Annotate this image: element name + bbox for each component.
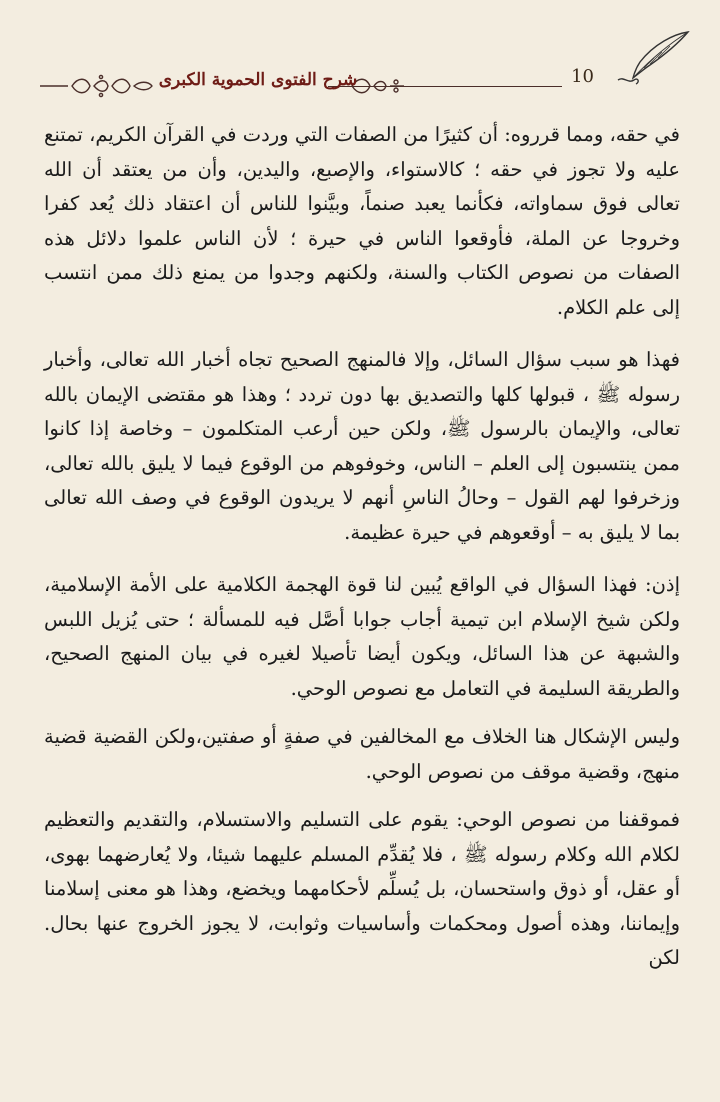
book-title: شرح الفتوى الحموية الكبرى (158, 70, 358, 90)
page-number: 10 (571, 66, 594, 87)
paragraph-1: في حقه، ومما قرروه: أن كثيرًا من الصفات التي وردت في القرآن الكريم، تمتنع عليه ولا تجوز في حقه ؛ كالاستواء، والإصبع، واليدين، وأن من يعتقد أن الله تعالى فوق سماواته، فكأنما يعبد صنماً، وبيَّنوا للناس أن اعتقاد ذلك يُعد كفرا وخروجا عن الملة، فأوقعوا الناس في حيرة ؛ لأن الناس علموا دلائل هذه الصفات من نصوص الكتاب والسنة، ولكنهم وجدوا من يمنع ذلك ممن انتسب إلى علم الكلام. (44, 123, 680, 319)
paragraph-3: إذن: فهذا السؤال في الواقع يُبين لنا قوة الهجمة الكلامية على الأمة الإسلامية، ولكن شيخ الإسلام ابن تيمية أجاب جوابا أصَّل فيه للمسألة ؛ حتى يُزيل اللبس والشبهة عن هذا السائل، ويكون أيضا تأصيلا لغيره في بيان المنهج الصحيح، والطريقة السليمة في التعامل مع نصوص الوحي. (44, 573, 680, 700)
page-body (44, 118, 680, 990)
quill-pen-icon (614, 28, 692, 88)
paragraph-2: فهذا هو سبب سؤال السائل، وإلا فالمنهج الصحيح تجاه أخبار الله تعالى، وأخبار رسوله ﷺ ، قبولها كلها والتصديق بها دون تردد ؛ وهذا هو مقتضى الإيمان بالله تعالى، والإيمان بالرسول ﷺ، ولكن حين أرعب المتكلمون – وخاصة إذا كانوا ممن ينتسبون إلى العلم – الناس، وخوفوهم من الوقوع فيما لا يليق بالله تعالى، وزخرفوا لهم القول – وحالُ الناسِ أنهم لا يريدون الوقوع في وصف الله تعالى بما لا يليق به – أوقعوهم في حيرة عظيمة. (44, 348, 680, 544)
page-header (28, 28, 692, 108)
paragraph-5: فموقفنا من نصوص الوحي: يقوم على التسليم والاستسلام، والتقديم والتعظيم لكلام الله وكلام رسوله ﷺ ، فلا يُقدِّم المسلم عليهما شيئا، ولا يُعارضهما بهوى، أو عقل، أو ذوق واستحسان، بل يُسلِّم لأحكامهما ويخضع، وهذا هو معنى إسلامنا وإيماننا، وهذه أصول ومحكمات وأساسيات وثوابت، لا يجوز الخروج عنها بحال. لكن (44, 808, 680, 969)
paragraph-4: وليس الإشكال هنا الخلاف مع المخالفين في صفةٍ أو صفتين،ولكن القضية قضية منهج، وقضية موقف من نصوص الوحي. (44, 725, 680, 783)
ornament-left-icon (38, 73, 156, 99)
